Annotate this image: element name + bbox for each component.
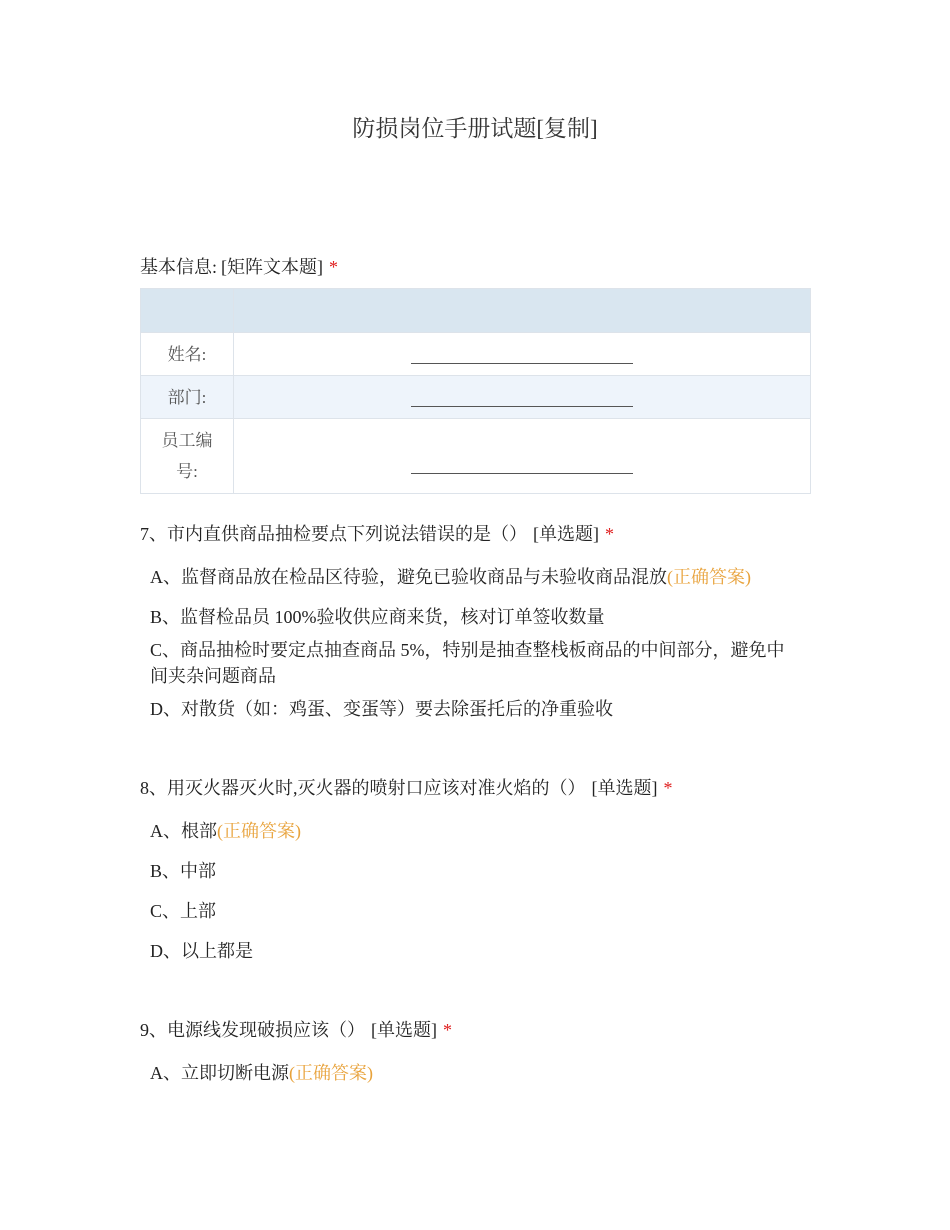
department-input[interactable] [234, 376, 811, 419]
option-text: B、监督检品员 100%验收供应商来货，核对订单签收数量 [150, 607, 605, 627]
blank-line [411, 455, 633, 474]
option-text: C、上部 [150, 901, 217, 921]
option-text: D、以上都是 [150, 941, 253, 961]
question-type: [单选题] [591, 778, 658, 798]
table-row [141, 376, 811, 419]
question-type: [单选题] [371, 1020, 437, 1040]
question-8-option-b[interactable] [150, 858, 800, 884]
row-label-employee-id: 员工编号: [141, 419, 234, 494]
question-8-option-a[interactable] [150, 818, 800, 844]
question-8-title [140, 774, 673, 800]
basic-info-table [140, 288, 811, 494]
required-mark: * [329, 257, 339, 277]
question-7-option-a[interactable] [150, 564, 800, 590]
employee-id-input[interactable] [234, 419, 811, 494]
table-row [141, 419, 811, 494]
table-row [141, 333, 811, 376]
question-text: 8、用灭火器灭火时,灭火器的喷射口应该对准火焰的（） [140, 778, 586, 798]
option-text: D、对散货（如：鸡蛋、变蛋等）要去除蛋托后的净重验收 [150, 699, 613, 719]
name-input[interactable] [234, 333, 811, 376]
question-7-option-b[interactable] [150, 604, 800, 630]
basic-info-label: 基本信息: [140, 257, 218, 277]
correct-answer-tag: (正确答案) [667, 567, 751, 587]
question-7-title [140, 520, 614, 546]
row-label-name: 姓名: [141, 333, 234, 376]
basic-info-heading [140, 253, 338, 279]
question-9-title [140, 1016, 452, 1042]
question-8-option-c[interactable] [150, 898, 800, 924]
correct-answer-tag: (正确答案) [289, 1063, 373, 1083]
question-7-option-d[interactable] [150, 696, 800, 722]
question-type: [单选题] [533, 524, 599, 544]
question-text: 7、市内直供商品抽检要点下列说法错误的是（） [140, 524, 527, 544]
required-mark: * [443, 1020, 452, 1040]
required-mark: * [605, 524, 614, 544]
blank-line [411, 345, 633, 364]
table-header-row [141, 289, 811, 333]
question-type: [矩阵文本题] [221, 257, 324, 277]
option-text: B、中部 [150, 861, 217, 881]
option-text: A、根部 [150, 821, 217, 841]
question-7-option-c[interactable] [150, 637, 800, 689]
correct-answer-tag: (正确答案) [217, 821, 301, 841]
option-text: A、监督商品放在检品区待验，避免已验收商品与未验收商品混放 [150, 567, 667, 587]
blank-line [411, 388, 633, 407]
page-title: 防损岗位手册试题[复制] [352, 116, 598, 141]
question-9-option-a[interactable] [150, 1060, 800, 1086]
option-text: A、立即切断电源 [150, 1063, 289, 1083]
option-text: C、商品抽检时要定点抽查商品 5%，特别是抽查整栈板商品的中间部分，避免中间夹杂问题商品 [150, 640, 785, 686]
required-mark: * [663, 778, 673, 798]
question-text: 9、电源线发现破损应该（） [140, 1020, 365, 1040]
row-label-department: 部门: [141, 376, 234, 419]
question-8-option-d[interactable] [150, 938, 800, 964]
